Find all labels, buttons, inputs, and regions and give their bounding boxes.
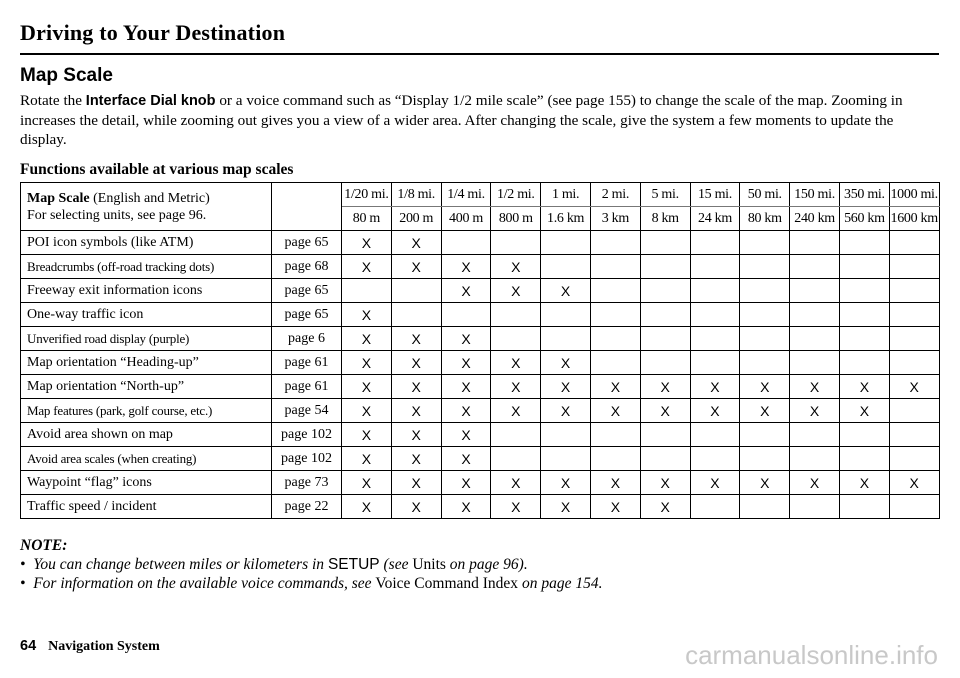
- availability-mark: [541, 231, 591, 255]
- scale-english-3: 1/2 mi.: [491, 183, 541, 207]
- scale-metric-11: 1600 km: [889, 207, 939, 231]
- availability-mark: [889, 351, 939, 375]
- page-reference: page 102: [272, 423, 342, 447]
- availability-mark: X: [690, 375, 740, 399]
- availability-mark: [491, 327, 541, 351]
- availability-mark: [590, 303, 640, 327]
- availability-mark: [740, 423, 790, 447]
- table-row: [21, 351, 940, 375]
- table-row: [21, 447, 940, 471]
- scale-header-row-english: [21, 183, 940, 207]
- availability-mark: X: [342, 399, 392, 423]
- availability-mark: [640, 447, 690, 471]
- scale-english-4: 1 mi.: [541, 183, 591, 207]
- availability-mark: X: [740, 399, 790, 423]
- availability-mark: [690, 255, 740, 279]
- page-reference: page 22: [272, 495, 342, 519]
- page-reference: page 65: [272, 303, 342, 327]
- availability-mark: [740, 255, 790, 279]
- availability-mark: [740, 279, 790, 303]
- scale-english-6: 5 mi.: [640, 183, 690, 207]
- scale-english-9: 150 mi.: [790, 183, 840, 207]
- availability-mark: X: [640, 375, 690, 399]
- availability-mark: [590, 279, 640, 303]
- scale-metric-9: 240 km: [790, 207, 840, 231]
- availability-mark: [889, 423, 939, 447]
- manual-name: Navigation System: [48, 639, 160, 654]
- availability-mark: X: [391, 399, 441, 423]
- table-row: [21, 279, 940, 303]
- section-heading: Map Scale: [20, 65, 113, 86]
- table-row: [21, 375, 940, 399]
- intro-paragraph: [20, 91, 939, 149]
- intro-text-rest: or a voice command such as “Display 1/2 mile scale” (see page 155) to change the scale of the map. Zooming in increases the detail, while zooming out gives you a view of a wider area. After changing the scale, give the system a few moments to update the display.: [20, 92, 903, 148]
- availability-mark: [590, 351, 640, 375]
- page-title: Driving to Your Destination: [20, 20, 286, 45]
- availability-mark: X: [541, 399, 591, 423]
- availability-mark: [690, 279, 740, 303]
- availability-mark: [839, 495, 889, 519]
- availability-mark: X: [342, 495, 392, 519]
- availability-mark: [690, 303, 740, 327]
- note-block: [20, 536, 602, 593]
- availability-mark: X: [391, 423, 441, 447]
- availability-mark: [839, 447, 889, 471]
- availability-mark: [690, 327, 740, 351]
- table-row: [21, 423, 940, 447]
- availability-mark: X: [342, 471, 392, 495]
- availability-mark: [740, 447, 790, 471]
- feature-name: Unverified road display (purple): [21, 327, 272, 351]
- availability-mark: [640, 351, 690, 375]
- page-header-blank-lower: [272, 207, 342, 231]
- scale-english-11: 1000 mi.: [889, 183, 939, 207]
- availability-mark: X: [342, 255, 392, 279]
- availability-mark: [391, 279, 441, 303]
- availability-mark: X: [690, 471, 740, 495]
- watermark: carmanualsonline.info: [685, 640, 938, 670]
- availability-mark: [839, 351, 889, 375]
- scale-metric-8: 80 km: [740, 207, 790, 231]
- availability-mark: X: [690, 399, 740, 423]
- availability-mark: X: [342, 423, 392, 447]
- availability-mark: X: [391, 375, 441, 399]
- availability-mark: [889, 231, 939, 255]
- table-row: [21, 255, 940, 279]
- feature-name: Waypoint “flag” icons: [21, 471, 272, 495]
- availability-mark: [790, 423, 840, 447]
- availability-mark: X: [441, 471, 491, 495]
- availability-mark: [640, 279, 690, 303]
- interface-dial-knob-label: Interface Dial knob: [85, 93, 216, 109]
- availability-mark: [740, 327, 790, 351]
- note-item2-b: on page 154.: [518, 575, 603, 592]
- availability-mark: [590, 327, 640, 351]
- availability-mark: [839, 279, 889, 303]
- table-row: [21, 231, 940, 255]
- page-reference: page 61: [272, 351, 342, 375]
- availability-mark: [640, 255, 690, 279]
- page-reference: page 68: [272, 255, 342, 279]
- availability-mark: X: [441, 279, 491, 303]
- availability-mark: X: [441, 447, 491, 471]
- note-item-units: • You can change between miles or kilometers in SETUP (see Units on page 96).: [20, 556, 528, 573]
- availability-mark: X: [391, 471, 441, 495]
- availability-mark: [839, 255, 889, 279]
- scale-metric-6: 8 km: [640, 207, 690, 231]
- availability-mark: [889, 279, 939, 303]
- availability-mark: X: [491, 375, 541, 399]
- availability-mark: [541, 303, 591, 327]
- availability-mark: X: [342, 231, 392, 255]
- availability-mark: [839, 231, 889, 255]
- availability-mark: X: [790, 399, 840, 423]
- availability-mark: [640, 303, 690, 327]
- page-reference: page 65: [272, 279, 342, 303]
- page-reference: page 6: [272, 327, 342, 351]
- availability-mark: [590, 231, 640, 255]
- availability-mark: X: [391, 447, 441, 471]
- availability-mark: [690, 351, 740, 375]
- availability-mark: X: [640, 471, 690, 495]
- availability-mark: [541, 255, 591, 279]
- availability-mark: X: [590, 375, 640, 399]
- availability-mark: [790, 255, 840, 279]
- feature-name: Map features (park, golf course, etc.): [21, 399, 272, 423]
- availability-mark: X: [590, 495, 640, 519]
- availability-mark: [491, 231, 541, 255]
- table-row: [21, 399, 940, 423]
- availability-mark: [690, 447, 740, 471]
- feature-name: Map orientation “North-up”: [21, 375, 272, 399]
- note-item2-a: For information on the available voice commands, see: [33, 575, 376, 592]
- availability-mark: X: [441, 351, 491, 375]
- scale-metric-2: 400 m: [441, 207, 491, 231]
- table-caption: Functions available at various map scales: [20, 161, 294, 178]
- availability-mark: [790, 303, 840, 327]
- availability-mark: X: [541, 279, 591, 303]
- availability-mark: [590, 423, 640, 447]
- page-reference: page 54: [272, 399, 342, 423]
- availability-mark: X: [839, 471, 889, 495]
- availability-mark: [740, 231, 790, 255]
- scale-metric-3: 800 m: [491, 207, 541, 231]
- availability-mark: X: [441, 375, 491, 399]
- feature-name: POI icon symbols (like ATM): [21, 231, 272, 255]
- table-row: [21, 495, 940, 519]
- availability-mark: X: [541, 375, 591, 399]
- map-scale-header-rest: (English and Metric): [89, 190, 210, 206]
- note-item1-a: You can change between miles or kilometers in: [33, 556, 328, 573]
- units-ref: Units: [412, 556, 446, 573]
- availability-mark: [790, 495, 840, 519]
- feature-name: Traffic speed / incident: [21, 495, 272, 519]
- availability-mark: X: [889, 375, 939, 399]
- scale-english-7: 15 mi.: [690, 183, 740, 207]
- availability-mark: [491, 303, 541, 327]
- note-item-voice: • For information on the available voice commands, see Voice Command Index on page 154.: [20, 575, 603, 592]
- page-reference: page 61: [272, 375, 342, 399]
- availability-mark: X: [491, 279, 541, 303]
- availability-mark: X: [889, 471, 939, 495]
- availability-mark: [541, 423, 591, 447]
- availability-mark: [391, 303, 441, 327]
- scale-metric-7: 24 km: [690, 207, 740, 231]
- availability-mark: [889, 495, 939, 519]
- page-reference: page 73: [272, 471, 342, 495]
- availability-mark: X: [391, 255, 441, 279]
- availability-mark: X: [441, 255, 491, 279]
- scale-english-10: 350 mi.: [839, 183, 889, 207]
- availability-mark: X: [342, 447, 392, 471]
- feature-name: Avoid area shown on map: [21, 423, 272, 447]
- feature-name: One-way traffic icon: [21, 303, 272, 327]
- availability-mark: [690, 231, 740, 255]
- availability-mark: X: [839, 399, 889, 423]
- note-item1-b: (see: [379, 556, 413, 573]
- voice-command-index-ref: Voice Command Index: [375, 575, 519, 592]
- map-scale-functions-table: [20, 182, 940, 519]
- availability-mark: [889, 327, 939, 351]
- availability-mark: [690, 495, 740, 519]
- scale-metric-1: 200 m: [391, 207, 441, 231]
- availability-mark: X: [441, 399, 491, 423]
- setup-label: SETUP: [327, 556, 380, 573]
- availability-mark: X: [441, 495, 491, 519]
- table-row: [21, 303, 940, 327]
- availability-mark: X: [342, 375, 392, 399]
- availability-mark: X: [640, 399, 690, 423]
- availability-mark: X: [491, 255, 541, 279]
- availability-mark: [839, 423, 889, 447]
- availability-mark: [889, 447, 939, 471]
- scale-english-0: 1/20 mi.: [342, 183, 392, 207]
- availability-mark: X: [541, 471, 591, 495]
- availability-mark: X: [491, 471, 541, 495]
- availability-mark: [590, 447, 640, 471]
- availability-mark: [541, 327, 591, 351]
- availability-mark: [342, 279, 392, 303]
- availability-mark: [790, 231, 840, 255]
- feature-name: Breadcrumbs (off-road tracking dots): [21, 255, 272, 279]
- availability-mark: X: [342, 327, 392, 351]
- page-reference: page 102: [272, 447, 342, 471]
- availability-mark: [640, 327, 690, 351]
- map-scale-header-bold: Map Scale: [27, 190, 90, 206]
- availability-mark: [441, 303, 491, 327]
- availability-mark: [640, 231, 690, 255]
- availability-mark: [790, 279, 840, 303]
- availability-mark: [740, 351, 790, 375]
- note-label: NOTE:: [20, 537, 68, 554]
- availability-mark: X: [541, 495, 591, 519]
- availability-mark: X: [491, 351, 541, 375]
- availability-mark: X: [391, 327, 441, 351]
- availability-mark: X: [590, 471, 640, 495]
- scale-metric-5: 3 km: [590, 207, 640, 231]
- availability-mark: [491, 447, 541, 471]
- availability-mark: X: [342, 351, 392, 375]
- availability-mark: X: [491, 495, 541, 519]
- note-item1-c: on page 96).: [445, 556, 528, 573]
- availability-mark: X: [391, 231, 441, 255]
- availability-mark: X: [740, 471, 790, 495]
- page-number: 64: [20, 638, 37, 654]
- scale-metric-0: 80 m: [342, 207, 392, 231]
- table-row: [21, 327, 940, 351]
- page-header-blank: [272, 183, 342, 207]
- map-scale-header-cell: [21, 183, 272, 231]
- availability-mark: X: [491, 399, 541, 423]
- availability-mark: [640, 423, 690, 447]
- availability-mark: [740, 303, 790, 327]
- feature-name: Avoid area scales (when creating): [21, 447, 272, 471]
- scale-english-2: 1/4 mi.: [441, 183, 491, 207]
- availability-mark: X: [839, 375, 889, 399]
- availability-mark: X: [391, 351, 441, 375]
- scale-metric-10: 560 km: [839, 207, 889, 231]
- availability-mark: X: [541, 351, 591, 375]
- availability-mark: X: [441, 327, 491, 351]
- availability-mark: X: [640, 495, 690, 519]
- page-footer: [20, 638, 160, 655]
- availability-mark: X: [790, 471, 840, 495]
- intro-text-start: Rotate the: [20, 92, 86, 109]
- availability-mark: X: [391, 495, 441, 519]
- availability-mark: [790, 351, 840, 375]
- scale-metric-4: 1.6 km: [541, 207, 591, 231]
- map-scale-header-units-note: For selecting units, see page 96.: [27, 207, 207, 223]
- scale-english-1: 1/8 mi.: [391, 183, 441, 207]
- title-divider: [20, 53, 939, 55]
- availability-mark: [790, 447, 840, 471]
- availability-mark: [839, 303, 889, 327]
- availability-mark: [839, 327, 889, 351]
- availability-mark: [491, 423, 541, 447]
- availability-mark: [889, 303, 939, 327]
- availability-mark: [590, 255, 640, 279]
- availability-mark: [441, 231, 491, 255]
- scale-english-8: 50 mi.: [740, 183, 790, 207]
- availability-mark: X: [342, 303, 392, 327]
- page-reference: page 65: [272, 231, 342, 255]
- availability-mark: X: [740, 375, 790, 399]
- table-row: [21, 471, 940, 495]
- scale-english-5: 2 mi.: [590, 183, 640, 207]
- availability-mark: [690, 423, 740, 447]
- availability-mark: [889, 255, 939, 279]
- availability-mark: X: [590, 399, 640, 423]
- availability-mark: [740, 495, 790, 519]
- availability-mark: [541, 447, 591, 471]
- feature-name: Map orientation “Heading-up”: [21, 351, 272, 375]
- feature-name: Freeway exit information icons: [21, 279, 272, 303]
- availability-mark: X: [790, 375, 840, 399]
- availability-mark: X: [441, 423, 491, 447]
- availability-mark: [889, 399, 939, 423]
- availability-mark: [790, 327, 840, 351]
